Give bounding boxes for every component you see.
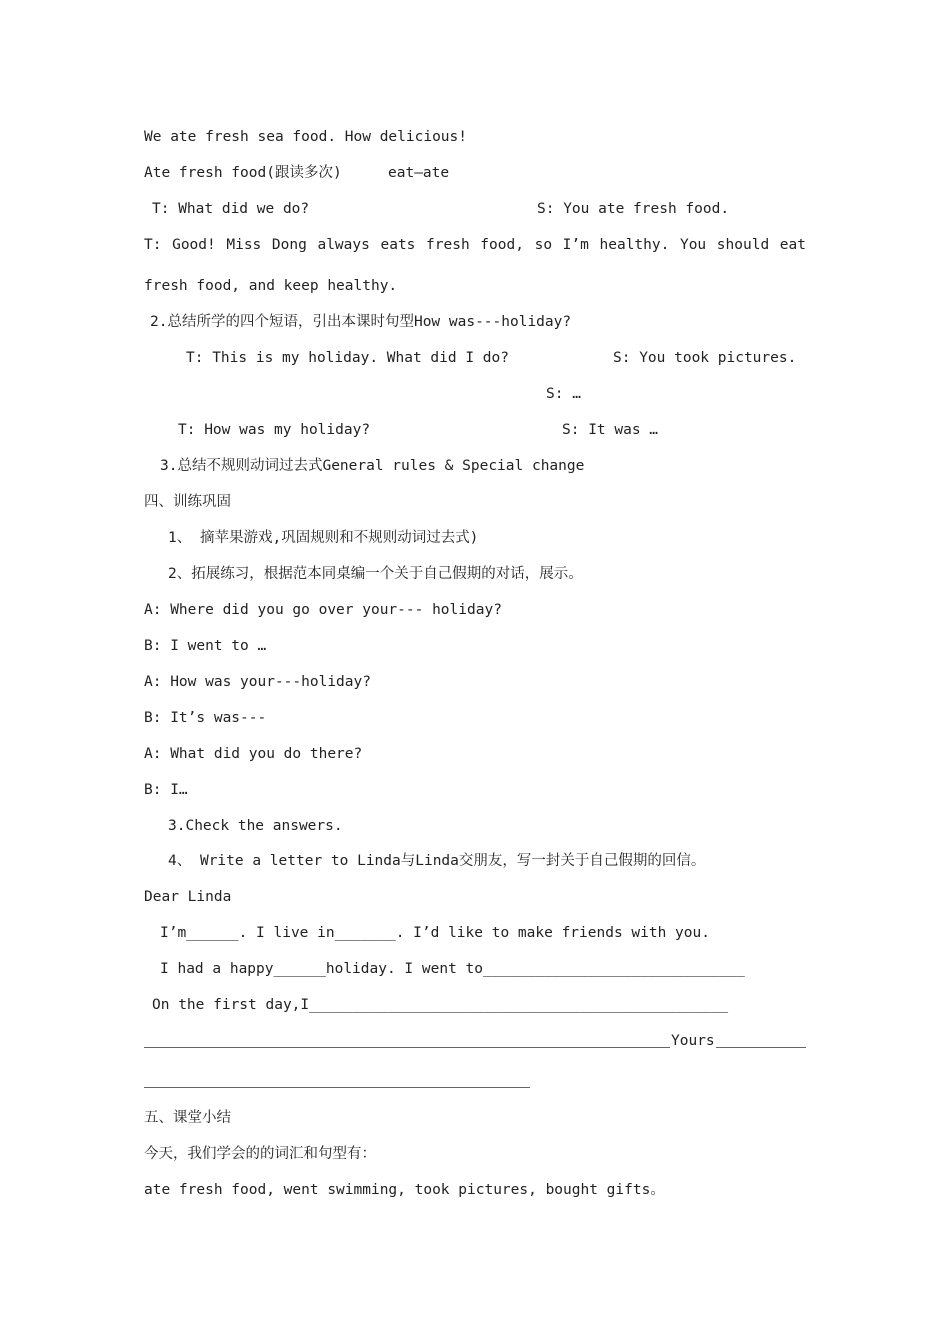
teacher-question: T: This is my holiday. What did I do? [186,350,510,366]
dialogue-line: A: Where did you go over your--- holiday? [144,602,502,618]
teacher-question: T: What did we do? [152,201,310,217]
text-line: Ate fresh food(跟读多次) [144,165,342,181]
list-item: 4、 Write a letter to Linda与Linda交朋友，写一封关于自己假期的回信。 [168,853,706,869]
text-line: ate fresh food, went swimming, took pictures, bought gifts。 [144,1182,665,1198]
teacher-question: T: How was my holiday? [178,422,371,438]
dialogue-line: A: How was your---holiday? [144,674,371,690]
dialogue-line: A: What did you do there? [144,746,363,762]
list-item: 3.Check the answers. [168,818,343,834]
section-step-2: 2.总结所学的四个短语，引出本课时句型How was---holiday? [150,314,572,330]
letter-line: I’m______. I live in_______. I’d like to make friends with you. [160,925,710,941]
text-line: eat—ate [388,165,450,181]
letter-salutation: Dear Linda [144,889,232,905]
student-answer: S: You ate fresh food. [537,201,730,217]
blank-line [716,1047,806,1048]
text-line: fresh food, and keep healthy. [144,278,398,294]
letter-line: I had a happy______holiday. I went to______________________________ [160,961,745,977]
text-line: 今天，我们学会的的词汇和句型有： [144,1146,376,1162]
dialogue-line: B: I… [144,782,188,798]
text-line: We ate fresh sea food. How delicious! [144,129,468,145]
list-item: 2、拓展练习，根据范本同桌编一个关于自己假期的对话，展示。 [168,566,583,582]
letter-closing: Yours [671,1033,715,1049]
blank-line [144,1047,670,1048]
student-answer: S: It was … [562,422,659,438]
dialogue-line: B: I went to … [144,638,267,654]
text-line: T: Good! Miss Dong always eats fresh food, so I’m healthy. You should eat [144,237,806,253]
student-answer: S: … [546,386,581,402]
section-heading: 四、训练巩固 [144,494,231,510]
blank-line [144,1087,530,1088]
section-step-3: 3.总结不规则动词过去式General rules & Special change [160,458,585,474]
dialogue-line: B: It’s was--- [144,710,267,726]
list-item: 1、 摘苹果游戏,巩固规则和不规则动词过去式) [168,530,479,546]
student-answer: S: You took pictures. [613,350,797,366]
letter-line: On the first day,I________________________________________________ [152,997,729,1013]
section-heading: 五、课堂小结 [144,1110,231,1126]
